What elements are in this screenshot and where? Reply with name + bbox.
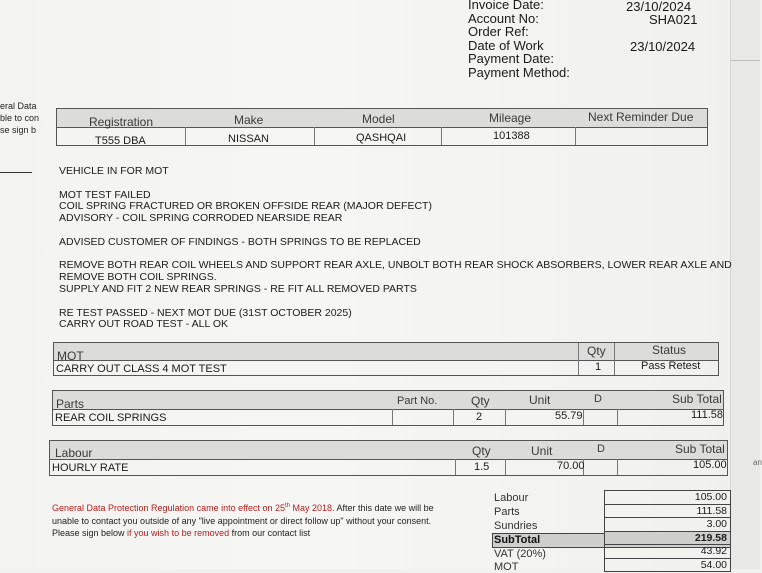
totals-sundries-value: 3.00 bbox=[605, 518, 730, 532]
gdpr-red-lead: General Data Protection Regulation came into effect on 25 bbox=[52, 503, 285, 513]
gdpr-notice bbox=[52, 500, 472, 540]
part-subtotal: 111.58 bbox=[691, 409, 724, 421]
mot-status: Pass Retest bbox=[641, 360, 701, 372]
column-divider bbox=[314, 127, 315, 145]
part-desc: REAR COIL SPRINGS bbox=[55, 412, 167, 424]
note-line: REMOVE BOTH COIL SPRINGS. bbox=[59, 271, 217, 284]
note-line: ADVISED CUSTOMER OF FINDINGS - BOTH SPRINGS TO BE REPLACED bbox=[59, 235, 421, 248]
part-no-header: Part No. bbox=[397, 395, 438, 407]
labour-qty-header: Qty bbox=[472, 444, 491, 458]
totals-parts-value: 111.58 bbox=[605, 505, 730, 519]
totals-labour-value: 105.00 bbox=[605, 491, 730, 505]
note-line: REMOVE BOTH REAR COIL WHEELS AND SUPPORT REAR AXLE, UNBOLT BOTH REAR SHOCK ABSORBERS, LOWER REAR AXLE AND bbox=[59, 259, 732, 272]
payment-method-label: Payment Method: bbox=[468, 64, 570, 80]
labour-unit: 70.00 bbox=[557, 460, 585, 472]
mot-desc: CARRY OUT CLASS 4 MOT TEST bbox=[56, 363, 227, 375]
registration-header: Registration bbox=[89, 115, 154, 129]
totals-values-box bbox=[604, 490, 731, 572]
note-line: COIL SPRING FRACTURED OR BROKEN OFFSIDE REAR (MAJOR DEFECT) bbox=[59, 200, 432, 213]
mot-qty-header: Qty bbox=[587, 344, 606, 358]
parts-qty-header: Qty bbox=[471, 394, 490, 408]
payment-date-label: Payment Date: bbox=[468, 51, 554, 67]
date-of-work-label: Date of Work bbox=[468, 37, 544, 53]
column-divider bbox=[441, 127, 442, 145]
totals-labour-label: Labour bbox=[494, 492, 529, 504]
column-divider bbox=[583, 409, 584, 425]
mot-table-header bbox=[54, 343, 718, 361]
note-line: MOT TEST FAILED bbox=[59, 188, 151, 201]
column-divider bbox=[505, 459, 506, 475]
make-value: NISSAN bbox=[228, 133, 269, 145]
totals-vat-value: 43.92 bbox=[605, 545, 730, 559]
order-ref-label: Order Ref: bbox=[468, 24, 529, 40]
note-line bbox=[59, 296, 732, 308]
parts-table bbox=[52, 390, 724, 426]
account-no-label: Account No: bbox=[468, 10, 539, 26]
vehicle-table bbox=[56, 108, 708, 146]
invoice-info bbox=[468, 0, 698, 80]
totals-vat-label: VAT (20%) bbox=[494, 548, 546, 560]
column-divider bbox=[578, 343, 579, 375]
column-divider bbox=[453, 409, 454, 425]
edge-text-line: se sign b bbox=[0, 125, 37, 135]
mot-header: MOT bbox=[57, 349, 84, 363]
note-line: SUPPLY AND FIT 2 NEW REAR SPRINGS - RE FIT ALL REMOVED PARTS bbox=[59, 282, 417, 295]
registration-value: T555 DBA bbox=[95, 135, 146, 147]
make-header: Make bbox=[234, 113, 264, 127]
labour-subtotal-header: Sub Total bbox=[675, 442, 725, 456]
parts-d-header: D bbox=[594, 393, 602, 405]
edge-text-line: ble to con bbox=[0, 113, 40, 123]
parts-table-header bbox=[53, 391, 723, 410]
gdpr-line-3-b: from our contact list bbox=[229, 528, 311, 538]
labour-desc: HOURLY RATE bbox=[52, 462, 129, 474]
labour-table bbox=[49, 440, 728, 476]
next-reminder-header: Next Reminder Due bbox=[588, 110, 694, 124]
gdpr-line-2: unable to contact you outside of any "live appointment or direct follow up" without your consent. bbox=[52, 515, 432, 526]
account-no-value: SHA021 bbox=[649, 12, 698, 27]
note-line: CARRY OUT ROAD TEST - ALL OK bbox=[59, 318, 229, 331]
column-divider bbox=[392, 409, 393, 425]
invoice-date-label: Invoice Date: bbox=[468, 0, 544, 12]
note-line: RE TEST PASSED - NEXT MOT DUE (31ST OCTOBER 2025) bbox=[59, 306, 352, 319]
paper-fold-line bbox=[731, 60, 760, 61]
gdpr-line-3 bbox=[52, 527, 472, 540]
totals-parts-label: Parts bbox=[494, 506, 520, 518]
column-divider bbox=[617, 459, 618, 475]
mileage-value: 101388 bbox=[493, 130, 530, 142]
mileage-header: Mileage bbox=[489, 111, 532, 125]
right-paper-edge bbox=[730, 0, 760, 569]
labour-unit-header: Unit bbox=[531, 444, 553, 458]
note-line: VEHICLE IN FOR MOT bbox=[59, 165, 169, 177]
part-unit: 55.79 bbox=[555, 410, 583, 422]
part-qty: 2 bbox=[476, 411, 483, 423]
adjacent-document-edge bbox=[0, 100, 39, 136]
totals-subtotal-value: 219.58 bbox=[605, 532, 730, 546]
gdpr-red-date: May 2018. bbox=[290, 503, 335, 513]
mot-table bbox=[53, 342, 719, 376]
totals-sundries-label: Sundries bbox=[494, 520, 538, 532]
totals-mot-label: MOT bbox=[494, 561, 519, 573]
model-header: Model bbox=[362, 112, 395, 126]
parts-header: Parts bbox=[56, 397, 85, 411]
parts-subtotal-header: Sub Total bbox=[672, 392, 722, 406]
column-divider bbox=[455, 459, 456, 475]
edge-divider bbox=[0, 172, 32, 173]
totals-mot-value: 54.00 bbox=[605, 559, 730, 573]
work-notes bbox=[59, 166, 732, 331]
gdpr-line-3-a: Please sign below bbox=[52, 528, 128, 538]
mot-status-header: Status bbox=[652, 343, 687, 357]
parts-unit-header: Unit bbox=[529, 393, 551, 407]
column-divider bbox=[617, 409, 618, 425]
labour-d-header: D bbox=[597, 443, 605, 455]
labour-qty: 1.5 bbox=[474, 461, 490, 473]
gdpr-line-1-rest: After this date we will be bbox=[334, 503, 434, 513]
note-line bbox=[59, 225, 732, 237]
note-line: ADVISORY - COIL SPRING CORRODED NEARSIDE REAR bbox=[59, 212, 343, 225]
column-divider bbox=[505, 409, 506, 425]
totals-subtotal-label: SubTotal bbox=[494, 534, 541, 546]
labour-header: Labour bbox=[55, 446, 93, 460]
edge-mark: an bbox=[753, 458, 762, 467]
column-divider bbox=[575, 127, 576, 145]
mot-qty: 1 bbox=[595, 361, 602, 373]
labour-subtotal: 105.00 bbox=[693, 459, 727, 471]
invoice-date-value: 23/10/2024 bbox=[626, 0, 692, 14]
note-line bbox=[59, 178, 732, 190]
model-value: QASHQAI bbox=[356, 132, 407, 144]
column-divider bbox=[185, 127, 186, 145]
date-of-work-value: 23/10/2024 bbox=[630, 39, 696, 54]
gdpr-line-1 bbox=[52, 500, 472, 515]
gdpr-red-sup: th bbox=[284, 503, 290, 509]
labour-table-header bbox=[50, 441, 727, 460]
gdpr-line-3-red: if you wish to be removed bbox=[127, 528, 230, 538]
edge-text-line: eral Data bbox=[0, 101, 37, 111]
column-divider bbox=[614, 343, 615, 375]
